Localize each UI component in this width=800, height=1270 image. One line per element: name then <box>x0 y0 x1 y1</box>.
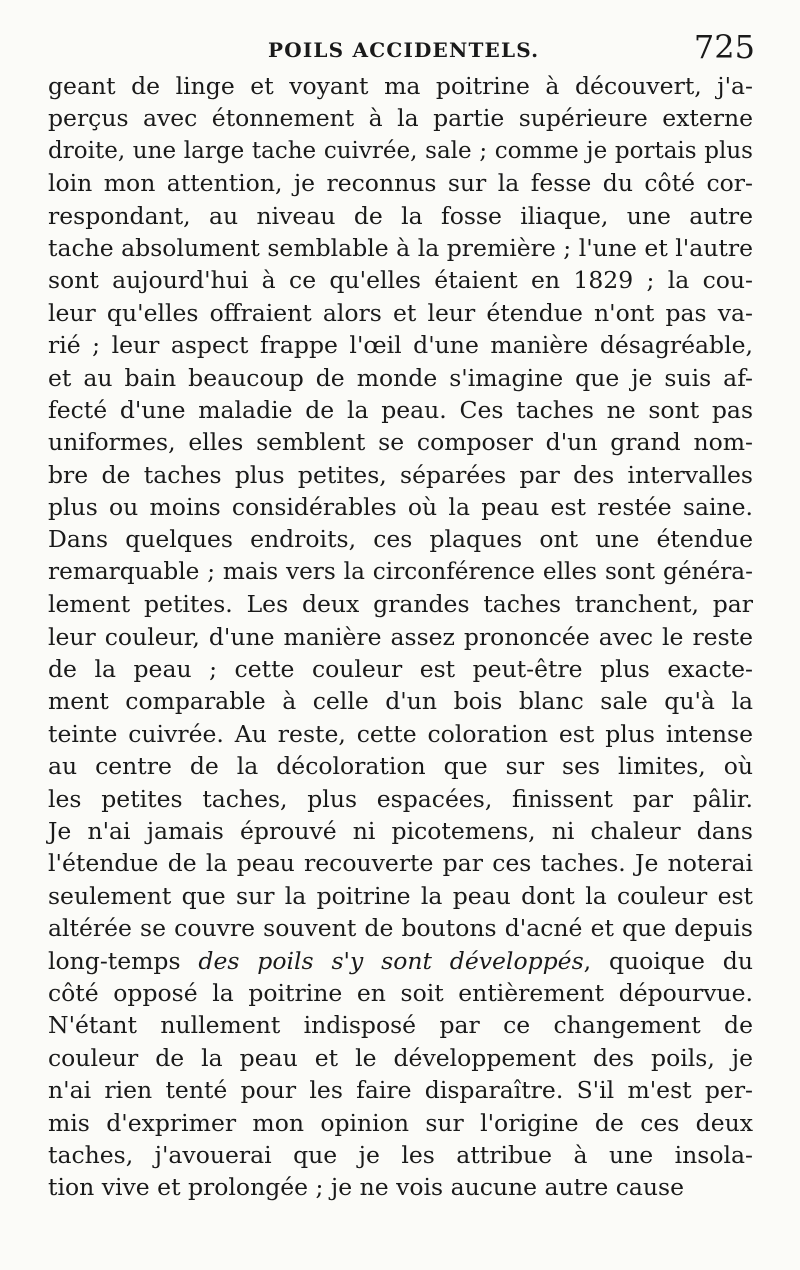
text-segment: teinte cuivrée. Au reste, cette coloration est plus intense <box>48 719 753 748</box>
page-header <box>50 28 755 76</box>
text-line <box>48 232 753 264</box>
text-segment: taches, j'avouerai que je les attribue à une insola- <box>48 1140 753 1169</box>
text-line <box>48 556 753 588</box>
text-segment: , quoique du <box>583 946 753 975</box>
text-line <box>48 459 753 491</box>
text-segment: perçus avec étonnement à la partie supérieure externe <box>48 104 753 133</box>
text-segment: lement petites. Les deux grandes taches tranchent, par <box>48 590 753 619</box>
text-line <box>48 718 753 750</box>
text-segment: côté opposé la poitrine en soit entièrement dépourvue. <box>48 978 753 1007</box>
text-line <box>48 523 753 555</box>
text-line <box>48 1171 753 1203</box>
text-segment: altérée se couvre souvent de boutons d'acné et que depuis <box>48 914 753 943</box>
text-line <box>48 167 753 199</box>
running-head: POILS ACCIDENTELS. <box>268 38 540 62</box>
text-segment: plus ou moins considérables où la peau est restée saine. <box>48 493 753 522</box>
text-line <box>48 1009 753 1041</box>
text-segment: et au bain beaucoup de monde s'imagine que je suis af- <box>48 363 753 392</box>
text-segment: sont aujourd'hui à ce qu'elles étaient en 1829 ; la cou- <box>48 266 753 295</box>
text-line <box>48 847 753 879</box>
text-line <box>48 1074 753 1106</box>
text-segment: Dans quelques endroits, ces plaques ont une étendue <box>48 525 753 554</box>
text-line <box>48 264 753 296</box>
page-number: 725 <box>693 28 755 66</box>
text-segment: uniformes, elles semblent se composer d'un grand nom- <box>48 428 753 457</box>
text-segment: les petites taches, plus espacées, finissent par pâlir. <box>48 784 753 813</box>
text-line <box>48 815 753 847</box>
text-segment: couleur de la peau et le développement des poils, je <box>48 1043 753 1072</box>
body-text <box>48 70 753 1204</box>
text-line <box>48 329 753 361</box>
text-segment: loin mon attention, je reconnus sur la fesse du côté cor- <box>48 169 753 198</box>
text-line <box>48 102 753 134</box>
text-line <box>48 588 753 620</box>
text-segment: long-temps <box>48 946 199 975</box>
text-line <box>48 685 753 717</box>
text-segment: au centre de la décoloration que sur ses limites, où <box>48 752 753 781</box>
text-segment: tion vive et prolongée ; je ne vois aucune autre cause <box>48 1173 684 1202</box>
text-line <box>48 297 753 329</box>
text-segment: ment comparable à celle d'un bois blanc sale qu'à la <box>48 687 753 716</box>
text-line <box>48 750 753 782</box>
text-segment: droite, une large tache cuivrée, sale ; comme je portais plus <box>48 137 753 164</box>
text-segment: remarquable ; mais vers la circonférence elles sont généra- <box>48 557 753 585</box>
text-segment: leur couleur, d'une manière assez prononcée avec le reste <box>48 622 753 651</box>
text-line <box>48 783 753 815</box>
text-segment: fecté d'une maladie de la peau. Ces taches ne sont pas <box>48 395 753 424</box>
text-segment: respondant, au niveau de la fosse iliaque, une autre <box>48 201 753 230</box>
text-line <box>48 1042 753 1074</box>
text-segment: l'étendue de la peau recouverte par ces taches. Je noterai <box>48 849 753 878</box>
text-line <box>48 945 753 977</box>
text-segment: n'ai rien tenté pour les faire disparaître. S'il m'est per- <box>48 1076 753 1105</box>
text-line <box>48 977 753 1009</box>
text-line <box>48 1139 753 1171</box>
text-segment: Je n'ai jamais éprouvé ni picotemens, ni chaleur dans <box>48 816 753 845</box>
text-line <box>48 426 753 458</box>
text-segment: geant de linge et voyant ma poitrine à découvert, j'a- <box>48 72 753 100</box>
text-line <box>48 491 753 523</box>
text-line <box>48 70 753 102</box>
text-segment: rié ; leur aspect frappe l'œil d'une manière désagréable, <box>48 331 753 360</box>
text-line <box>48 653 753 685</box>
text-segment: seulement que sur la poitrine la peau dont la couleur est <box>48 881 753 910</box>
text-segment: mis d'exprimer mon opinion sur l'origine de ces deux <box>48 1108 753 1137</box>
italic-text: des poils s'y sont développés <box>198 946 584 975</box>
text-line <box>48 621 753 653</box>
text-line <box>48 135 753 167</box>
text-line <box>48 1107 753 1139</box>
text-segment: N'étant nullement indisposé par ce changement de <box>48 1011 753 1040</box>
text-segment: de la peau ; cette couleur est peut-être plus exacte- <box>48 655 753 684</box>
text-line <box>48 200 753 232</box>
text-segment: leur qu'elles offraient alors et leur étendue n'ont pas va- <box>48 298 753 327</box>
text-line <box>48 362 753 394</box>
text-segment: tache absolument semblable à la première ; l'une et l'autre <box>48 233 753 262</box>
text-segment: bre de taches plus petites, séparées par des intervalles <box>48 460 753 489</box>
text-line <box>48 880 753 912</box>
text-line <box>48 912 753 944</box>
text-line <box>48 394 753 426</box>
